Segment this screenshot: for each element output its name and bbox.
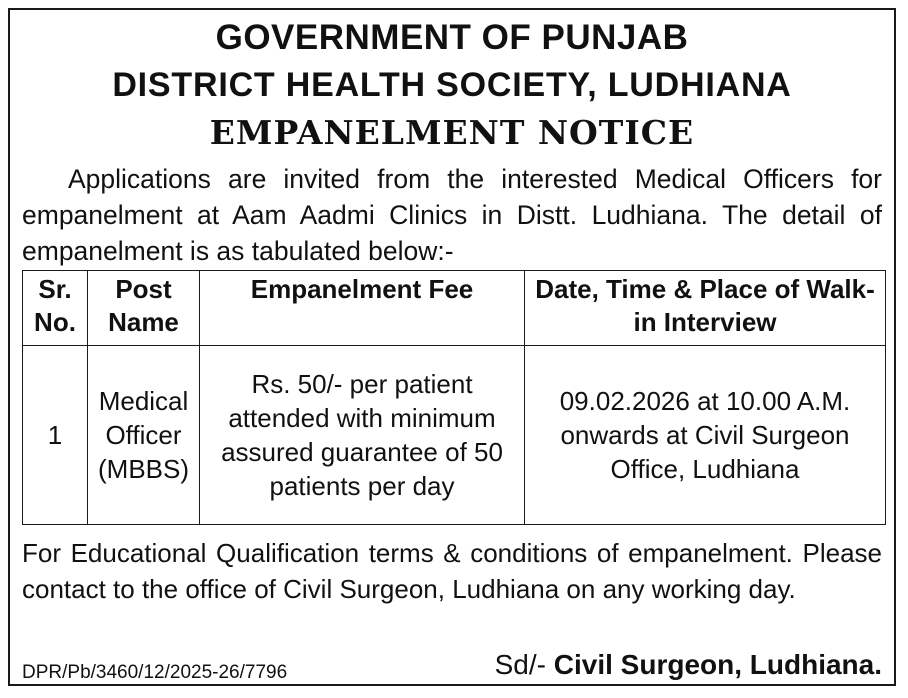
signature-prefix: Sd/- [494, 649, 546, 680]
header-post-name: Post Name [88, 271, 200, 346]
empanelment-table [22, 270, 886, 525]
cell-sr-no: 1 [23, 346, 88, 525]
header-interview-details: Date, Time & Place of Walk-in Interview [525, 271, 886, 346]
header-society: DISTRICT HEALTH SOCIETY, LUDHIANA [112, 66, 792, 104]
table-row [23, 346, 886, 525]
cell-interview-details: 09.02.2026 at 10.00 A.M. onwards at Civil Surgeon Office, Ludhiana [525, 346, 886, 525]
footer-paragraph: For Educational Qualification terms & conditions of empanelment. Please contact to the office of Civil Surgeon, Ludhiana on any working day. [22, 538, 882, 604]
intro-text: Applications are invited from the interested Medical Officers for empanelment at Aam Aadmi Clinics in Distt. Ludhiana. The detail of empanelment is as tabulated below:- [22, 164, 882, 266]
header-empanelment-fee: Empanelment Fee [200, 271, 525, 346]
table-header-row [23, 271, 886, 346]
intro-paragraph [22, 161, 882, 269]
notice-title: EMPANELMENT NOTICE [209, 113, 695, 152]
signature-name: Civil Surgeon, Ludhiana. [553, 649, 882, 680]
dpr-reference: DPR/Pb/3460/12/2025-26/7796 [22, 662, 288, 683]
signature [495, 649, 882, 681]
cell-post-name: Medical Officer (MBBS) [88, 346, 200, 525]
cell-empanelment-fee: Rs. 50/- per patient attended with minimum assured guarantee of 50 patients per day [200, 346, 525, 525]
empanelment-notice [8, 8, 896, 686]
header-government: GOVERNMENT OF PUNJAB [215, 18, 689, 57]
header-sr-no: Sr. No. [23, 271, 88, 346]
